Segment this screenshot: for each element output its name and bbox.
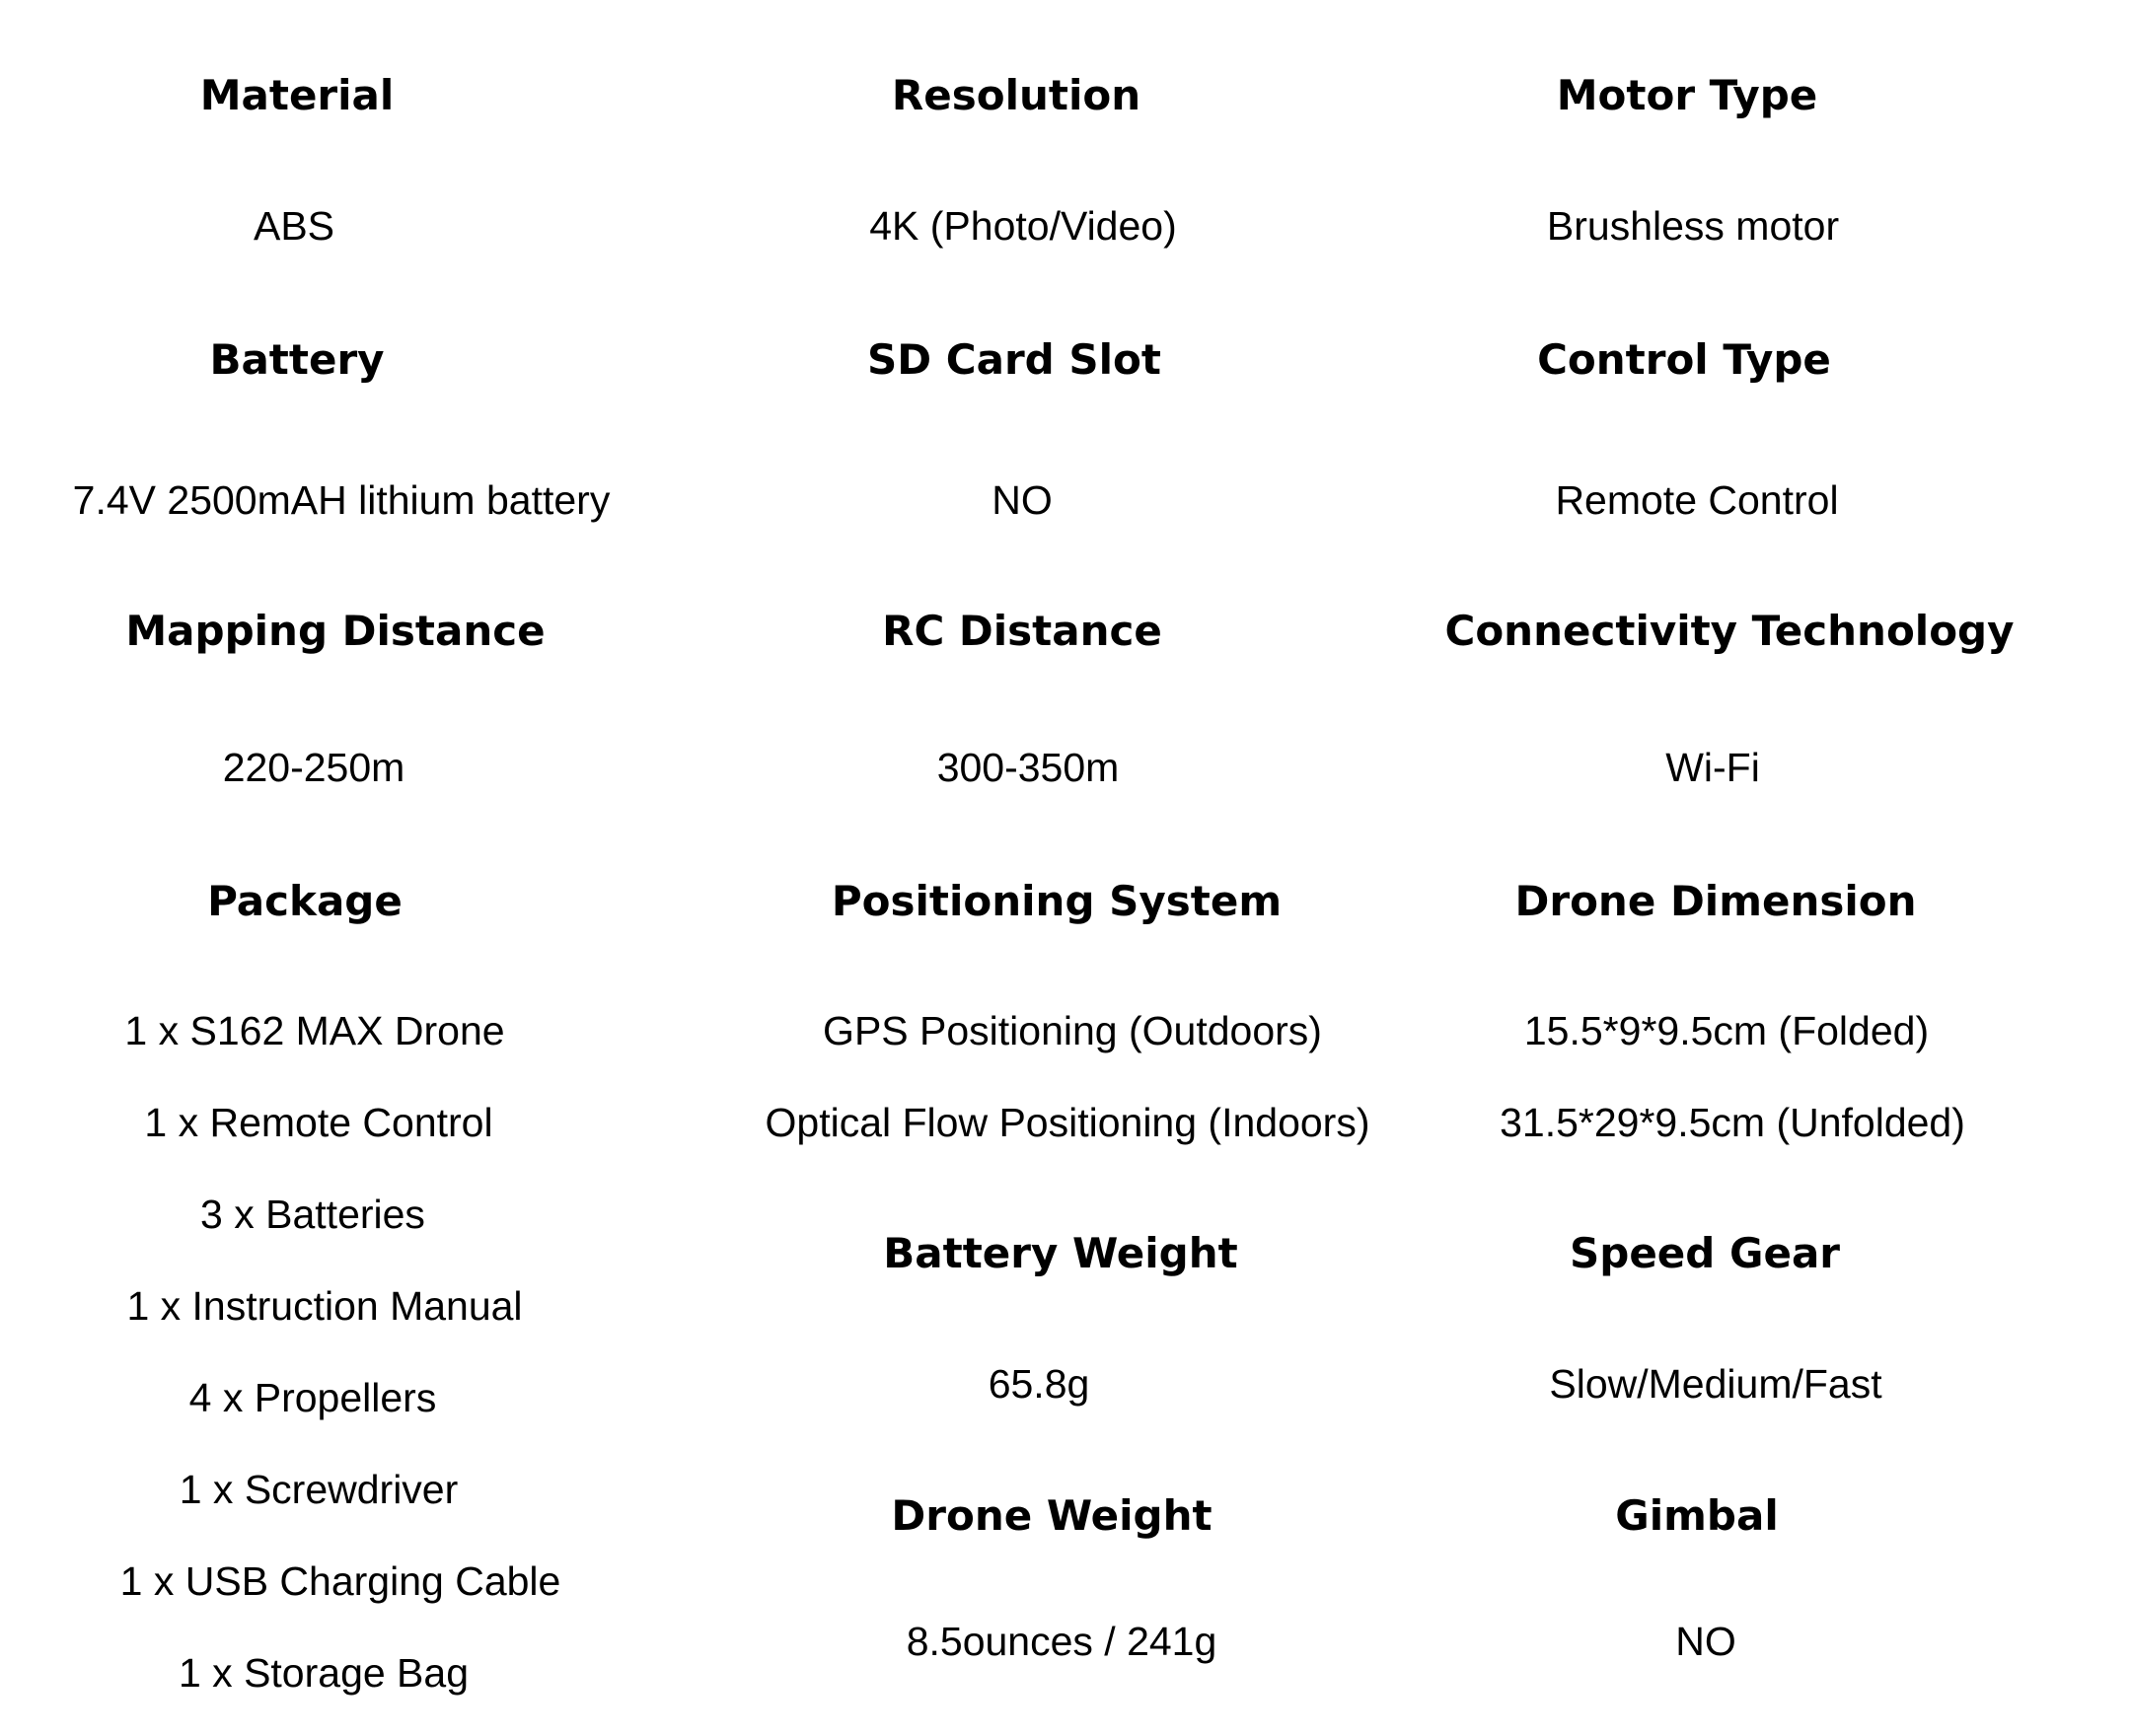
control-type-label: Control Type: [1537, 335, 1831, 384]
battery-label: Battery: [209, 335, 385, 384]
mapping-distance-label: Mapping Distance: [125, 607, 546, 655]
positioning-system-value: GPS Positioning (Outdoors): [823, 1008, 1322, 1053]
gimbal-label: Gimbal: [1615, 1491, 1779, 1540]
positioning-system-label: Positioning System: [831, 877, 1283, 925]
drone-dimension-label: Drone Dimension: [1514, 877, 1917, 925]
battery-weight-value: 65.8g: [988, 1361, 1090, 1407]
connectivity-technology-value: Wi-Fi: [1665, 745, 1760, 790]
connectivity-technology-label: Connectivity Technology: [1444, 607, 2015, 655]
speed-gear-value: Slow/Medium/Fast: [1549, 1361, 1882, 1407]
package-item: 1 x Instruction Manual: [126, 1283, 523, 1329]
package-item: 1 x S162 MAX Drone: [124, 1008, 505, 1053]
resolution-value: 4K (Photo/Video): [869, 203, 1177, 249]
package-item: 1 x USB Charging Cable: [119, 1558, 561, 1604]
positioning-system-value: Optical Flow Positioning (Indoors): [765, 1100, 1370, 1145]
control-type-value: Remote Control: [1555, 477, 1839, 523]
package-item: 3 x Batteries: [200, 1192, 425, 1237]
package-item: 1 x Screwdriver: [179, 1467, 459, 1512]
rc-distance-label: RC Distance: [882, 607, 1162, 655]
drone-weight-value: 8.5ounces / 241g: [906, 1619, 1217, 1664]
material-label: Material: [199, 71, 395, 119]
rc-distance-value: 300-350m: [936, 745, 1120, 790]
battery-value: 7.4V 2500mAH lithium battery: [72, 477, 611, 523]
gimbal-value: NO: [1675, 1619, 1736, 1664]
package-label: Package: [207, 877, 403, 925]
battery-weight-label: Battery Weight: [883, 1229, 1238, 1277]
motor-type-label: Motor Type: [1556, 71, 1818, 119]
drone-dimension-value: 31.5*29*9.5cm (Unfolded): [1500, 1100, 1965, 1145]
package-item: 1 x Remote Control: [144, 1100, 493, 1145]
package-item: 4 x Propellers: [188, 1375, 437, 1420]
resolution-label: Resolution: [891, 71, 1141, 119]
speed-gear-label: Speed Gear: [1570, 1229, 1840, 1277]
motor-type-value: Brushless motor: [1546, 203, 1840, 249]
mapping-distance-value: 220-250m: [222, 745, 405, 790]
drone-dimension-value: 15.5*9*9.5cm (Folded): [1523, 1008, 1930, 1053]
material-value: ABS: [253, 203, 335, 249]
sd-card-slot-value: NO: [992, 477, 1053, 523]
drone-weight-label: Drone Weight: [891, 1491, 1212, 1540]
package-item: 1 x Storage Bag: [178, 1650, 470, 1696]
sd-card-slot-label: SD Card Slot: [867, 335, 1161, 384]
